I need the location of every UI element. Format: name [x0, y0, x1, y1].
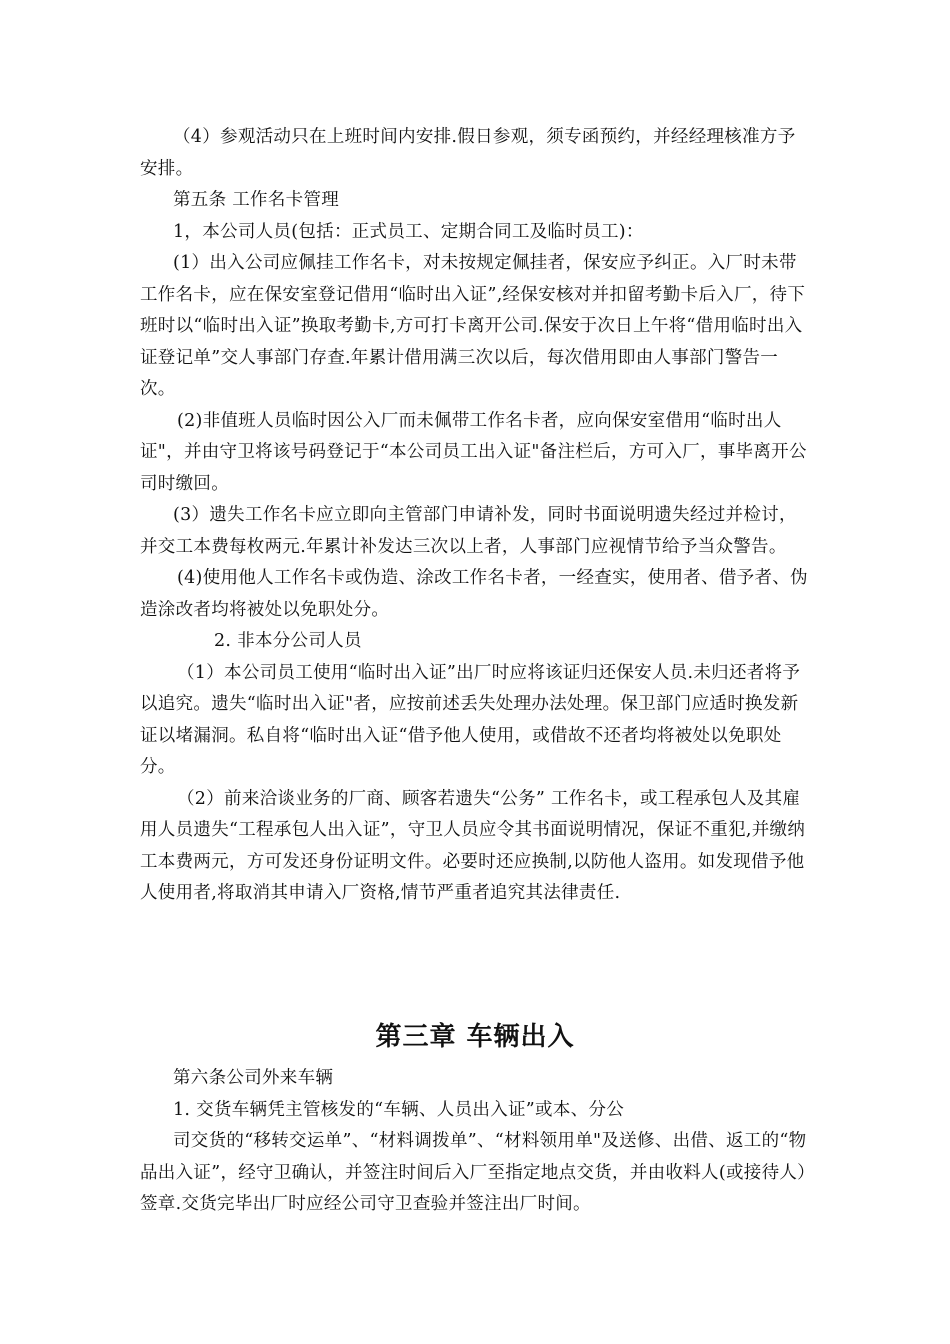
paragraph-lost-badge: (3）遗失工作名卡应立即向主管部门申请补发，同时书面说明遗失经过并检讨，并交工本费每枚两元.年累计补发达三次以上者，人事部门应视情节给予当众警告。 [140, 505, 797, 557]
paragraph-non-duty-staff: (2)非值班人员临时因公入厂而未佩带工作名卡者，应向保安室借用“临时出人证"，并由守卫将该号码登记于“本公司员工出入证"备注栏后，方可入厂，事毕离开公司时缴回。 [140, 410, 807, 494]
clause-1-delivery-vehicles: 1. 交货车辆凭主管核发的“车辆、人员出入证”或本、分公 [173, 1099, 625, 1120]
paragraph-visitor-lost-pass: （2）前来洽谈业务的厂商、顾客若遗失“公务” 工作名卡，或工程承包人及其雇用人员遗失“工程承包人出入证”，守卫人员应令其书面说明情况，保证不重犯,并缴纳工本费两元，方可发还身份证明文件。必要时还应换制,以防他人盗用。如发现借予他人使用者,将取消其申请入厂资格,情节严重者追究其法律责任. [140, 788, 806, 903]
paragraph-temp-pass-return: （1）本公司员工使用“临时出入证”出厂时应将该证归还保安人员.未归还者将予以追究。遗失“临时出入证"者，应按前述丢失处理办法处理。保卫部门应适时换发新证以堵漏洞。私自将“临时出入证“借予他人使用，或借故不还者均将被处以免职处分。 [140, 662, 801, 777]
chapter-title: 第三章 车辆出入 [375, 1022, 575, 1052]
article-6-heading: 第六条公司外来车辆 [173, 1068, 334, 1088]
clause-2-non-company-staff: 2. 非本分公司人员 [214, 631, 362, 651]
clause-1-company-staff: 1，本公司人员(包括：正式员工、定期合同工及临时员工)： [173, 221, 644, 242]
section-a-body [140, 122, 812, 910]
paragraph-delivery-procedure: 司交货的“移转交运单”、“材料调拨单”、“材料领用单"及送修、出借、返工的“物品出入证”，经守卫确认，并签注时间后入厂至指定地点交货，并由收料人(或接待人）签章.交货完毕出厂时应经公司守卫查验并签注出厂时间。 [140, 1131, 807, 1214]
article-5-heading: 第五条 工作名卡管理 [173, 190, 340, 210]
paragraph-forged-badge: (4)使用他人工作名卡或伪造、涂改工作名卡者，一经查实，使用者、借予者、伪造涂改者均将被处以免职处分。 [140, 568, 808, 620]
paragraph-visit-arrangement: （4）参观活动只在上班时间内安排.假日参观，须专函预约，并经经理核准方予安排。 [140, 127, 796, 179]
paragraph-wear-badge: (1）出入公司应佩挂工作名卡，对未按规定佩挂者，保安应予纠正。入厂时未带工作名卡，应在保安室登记借用“临时出入证”,经保安核对并扣留考勤卡后入厂，待下班时以“临时出入证”换取考勤卡,方可打卡离开公司.保安于次日上午将“借用临时出入证登记单”交人事部门存查.年累计借用满三次以后，每次借用即由人事部门警告一次。 [140, 253, 806, 399]
section-b-body [140, 1063, 812, 1221]
